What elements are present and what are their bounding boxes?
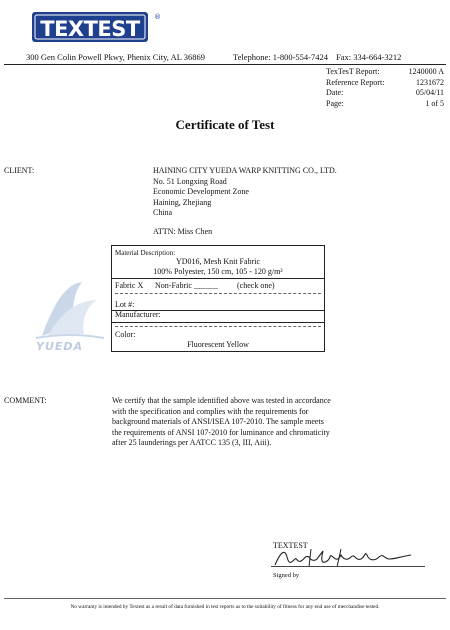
material-description-line: YD016, Mesh Knit Fabric <box>176 257 260 266</box>
report-info-label: TexTesT Report: <box>326 67 380 76</box>
report-info-label: Page: <box>326 98 344 108</box>
color-value: Fluorescent Yellow <box>187 340 249 349</box>
color-label: Color: <box>115 330 136 339</box>
material-description-line: 100% Polyester, 150 cm, 105 - 120 g/m² <box>153 267 283 276</box>
comment-line: background materials of ANSI/ISEA 107-2010. The sample meets <box>112 417 324 426</box>
company-telephone: Telephone: 1-800-554-7424 <box>233 52 329 62</box>
comment-line: with the specification and complies with the requirements for <box>112 406 309 416</box>
report-number-row <box>326 67 444 78</box>
document-title: Certificate of Test <box>175 117 275 132</box>
divider <box>115 326 321 327</box>
yueda-watermark <box>30 278 110 356</box>
report-info-label: Reference Report: <box>326 77 385 87</box>
material-description-label: Material Description: <box>115 249 176 257</box>
header-rule <box>4 64 446 65</box>
comment-line: after 25 launderings per AATCC 135 (3, III, Aiii). <box>112 438 272 447</box>
check-one-note: (check one) <box>237 281 275 290</box>
report-info-label: Date: <box>326 88 344 97</box>
comment-text <box>112 396 347 449</box>
report-info <box>326 67 444 109</box>
signed-by-label: Signed by <box>273 572 300 579</box>
comment-label: COMMENT: <box>4 396 47 405</box>
report-info-value: 05/04/11 <box>415 88 444 97</box>
client-name: HAINING CITY YUEDA WARP KNITTING CO., LTD. <box>153 166 337 175</box>
company-fax: Fax: 334-664-3212 <box>336 52 402 62</box>
textest-logo <box>30 9 160 45</box>
client-address-line: Haining, Zhejiang <box>153 197 212 207</box>
date-row <box>326 88 444 99</box>
report-info-value: 1240000 A <box>408 67 444 76</box>
svg-text:®: ® <box>154 13 161 21</box>
company-address: 300 Gen Colin Powell Pkwy, Phenix City, AL 36869 <box>26 52 205 62</box>
watermark-text: YUEDA <box>36 340 84 353</box>
material-description <box>112 246 324 279</box>
fabric-row <box>112 278 324 292</box>
reference-report-row <box>326 78 444 89</box>
non-fabric-option: Non-Fabric ______ <box>155 281 218 290</box>
client-attention: ATTN: Miss Chen <box>153 227 213 236</box>
contact-row <box>4 52 446 64</box>
lot-row <box>112 296 324 311</box>
lot-label: Lot #: <box>115 300 135 309</box>
divider <box>115 293 321 294</box>
manufacturer-row <box>112 310 324 323</box>
report-info-value: 1231672 <box>416 77 444 87</box>
footer-rule <box>4 598 446 599</box>
client-address-line: Economic Development Zone <box>153 187 249 196</box>
manufacturer-label: Manufacturer: <box>115 310 161 319</box>
material-box <box>111 245 325 352</box>
handwritten-signature <box>271 545 421 573</box>
comment-line: the requirements of ANSI 107-2010 for luminance and chromaticity <box>112 427 330 437</box>
client-address-line: China <box>153 208 173 217</box>
disclaimer: No warranty is intended by Textest as a result of data furnished in test reports as to the suitability of fitness for any end use of merchandise tested. <box>70 604 380 610</box>
color-row <box>112 330 324 351</box>
client-label: CLIENT: <box>4 166 35 175</box>
logo-text: TEXTEST <box>40 17 140 41</box>
fabric-option: Fabric X <box>115 281 144 290</box>
signature-company: TEXTEST <box>273 541 308 550</box>
page-row <box>326 99 444 110</box>
client-address-line: No. 51 Longxing Road <box>153 176 227 186</box>
report-info-value: 1 of 5 <box>425 98 444 108</box>
comment-line: We certify that the sample identified above was tested in accordance <box>112 396 331 405</box>
signature-line <box>271 566 425 567</box>
client-address <box>153 166 337 219</box>
